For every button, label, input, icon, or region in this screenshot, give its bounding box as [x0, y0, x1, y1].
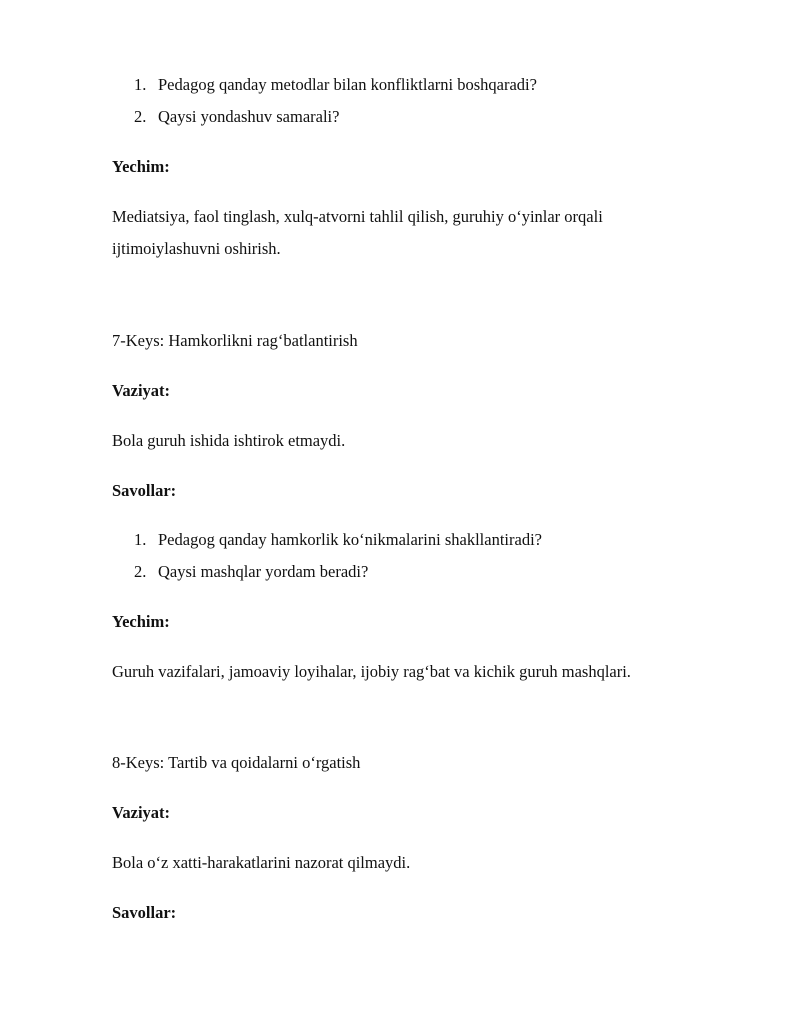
case6-solution-line-2: ijtimoiylashuvni oshirish.	[112, 239, 281, 258]
case6-solution-heading: Yechim:	[112, 157, 170, 176]
case8-title: 8-Keys: Tartib va qoidalarni o‘rgatish	[112, 753, 361, 772]
question-text: Qaysi yondashuv samarali?	[158, 107, 340, 126]
case8-questions-heading: Savollar:	[112, 903, 177, 922]
case6-question-1	[134, 74, 537, 96]
case7-questions-heading: Savollar:	[112, 481, 177, 500]
case7-solution-heading: Yechim:	[112, 612, 170, 631]
list-number: 2.	[134, 107, 147, 126]
question-text: Pedagog qanday metodlar bilan konfliktlarni boshqaradi?	[158, 75, 537, 94]
case8-situation-heading: Vaziyat:	[112, 803, 171, 822]
case7-question-1	[134, 529, 542, 551]
case6-solution-line-1: Mediatsiya, faol tinglash, xulq-atvorni tahlil qilish, guruhiy o‘yinlar orqali	[112, 207, 603, 226]
case7-situation-heading: Vaziyat:	[112, 381, 171, 400]
case8-situation-text: Bola o‘z xatti-harakatlarini nazorat qilmaydi.	[112, 853, 411, 872]
list-number: 1.	[134, 530, 147, 549]
question-text: Qaysi mashqlar yordam beradi?	[158, 562, 369, 581]
case7-solution-text: Guruh vazifalari, jamoaviy loyihalar, ijobiy rag‘bat va kichik guruh mashqlari.	[112, 662, 631, 681]
question-text: Pedagog qanday hamkorlik ko‘nikmalarini shakllantiradi?	[158, 530, 542, 549]
case7-situation-text: Bola guruh ishida ishtirok etmaydi.	[112, 431, 346, 450]
case7-question-2	[134, 561, 368, 583]
list-number: 2.	[134, 562, 147, 581]
case6-question-2	[134, 106, 339, 128]
case7-title: 7-Keys: Hamkorlikni rag‘batlantirish	[112, 331, 358, 350]
list-number: 1.	[134, 75, 147, 94]
